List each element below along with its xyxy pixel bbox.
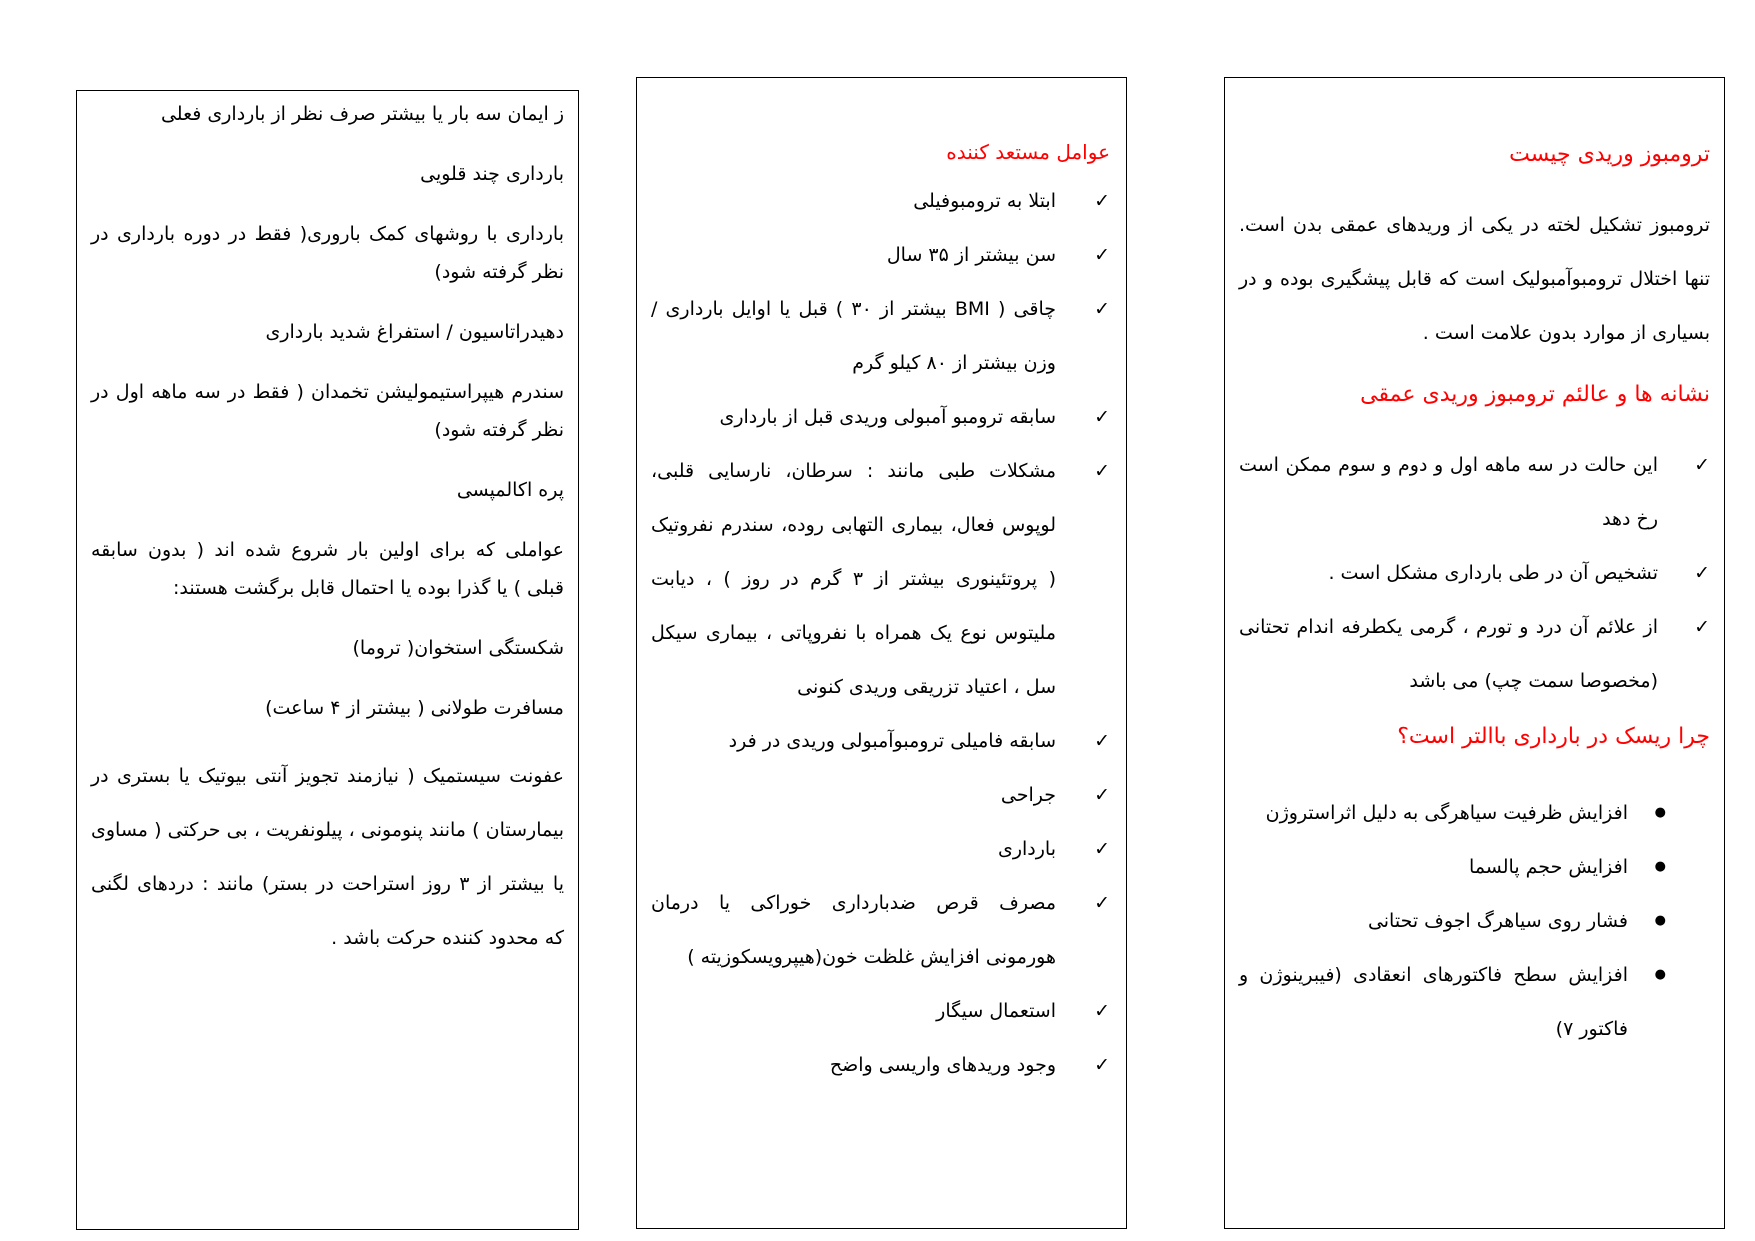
risk-title: چرا ریسک در بارداری باالتر است؟ [1397,724,1710,749]
list-item [1239,894,1710,948]
signs-list [1239,438,1710,708]
factor-text: استعمال سیگار [936,1000,1056,1022]
list-item [651,984,1110,1038]
check-icon: ✓ [1094,190,1110,212]
factor-text: جراحی [1000,784,1056,806]
sign-text: از علائم آن درد و تورم ، گرمی یکطرفه اندام تحتانی (مخصوصا سمت چپ) می باشد [1239,616,1658,692]
list-item [651,1038,1110,1092]
check-icon: ✓ [1094,460,1110,482]
panel-dvt-overview [1224,77,1725,1229]
factor-line: بارداری با روشهای کمک باروری( فقط در دوره بارداری در نظر گرفته شود) [91,223,564,283]
bullet-icon: ● [1654,805,1666,820]
panel-risk-factors [636,77,1127,1229]
panel-additional-factors [76,90,579,1230]
list-item [1239,438,1710,546]
list-item [1239,600,1710,708]
list-item [651,228,1110,282]
factor-line: دهیدراتاسیون / استفراغ شدید بارداری [265,321,564,343]
factor-line: مسافرت طولانی ( بیشتر از ۴ ساعت) [265,697,564,719]
check-icon: ✓ [1694,616,1710,638]
check-icon: ✓ [1094,838,1110,860]
sign-text: این حالت در سه ماهه اول و دوم و سوم ممکن است رخ دهد [1239,454,1658,530]
list-item [651,876,1110,984]
list-item [651,390,1110,444]
list-item [1239,546,1710,600]
check-icon: ✓ [1694,454,1710,476]
check-icon: ✓ [1094,1000,1110,1022]
risk-reason-text: فشار روی سیاهرگ اجوف تحتانی [1367,910,1628,932]
check-icon: ✓ [1094,298,1110,320]
sign-text: تشخیص آن در طی بارداری مشکل است . [1328,562,1658,584]
factor-text: چاقی ( BMI بیشتر از ۳۰ ) قبل یا اوایل بارداری / وزن بیشتر از ۸۰ کیلو گرم [651,298,1056,374]
list-item [651,714,1110,768]
factor-text: ابتلا به ترومبوفیلی [913,190,1056,212]
check-icon: ✓ [1094,406,1110,428]
risk-reason-text: افزایش ظرفیت سیاهرگی به دلیل اثراستروژن [1265,802,1628,824]
bullet-icon: ● [1654,859,1666,874]
factor-line: سندرم هیپراستیمولیشن تخمدان ( فقط در سه ماهه اول در نظر گرفته شود) [91,381,564,441]
factor-line: پره اکالمپسی [456,479,564,501]
risk-factors-list [651,174,1110,1092]
check-icon: ✓ [1094,784,1110,806]
check-icon: ✓ [1094,1054,1110,1076]
panel-2-title: عوامل مستعد کننده [946,140,1110,164]
list-item [1239,786,1710,840]
bullet-icon: ● [1654,967,1666,982]
check-icon: ✓ [1094,244,1110,266]
factor-line: شکستگی استخوان( تروما) [352,637,564,659]
list-item [651,822,1110,876]
list-item [651,768,1110,822]
intro-paragraph: ترومبوز تشکیل لخته در یکی از وریدهای عمقی بدن است. تنها اختلال ترومبوآمبولیک است که قابل پیشگیری بوده و در بسیاری از موارد بدون علامت است . [1239,214,1710,344]
risk-reason-text: افزایش سطح فاکتورهای انعقادی (فیبرینوژن و فاکتور ۷) [1239,964,1628,1040]
factor-line: عواملی که برای اولین بار شروع شده اند ( بدون سابقه قبلی ) یا گذرا بوده یا احتمال قابل برگشت هستند: [91,539,564,599]
factor-text: مصرف قرص ضدبارداری خوراکی یا درمان هورمونی افزایش غلظت خون(هیپرویسکوزیته ) [651,892,1056,968]
list-item [1239,840,1710,894]
risk-reasons-list [1239,786,1710,1056]
check-icon: ✓ [1094,730,1110,752]
check-icon: ✓ [1694,562,1710,584]
factor-line: بارداری چند قلویی [420,163,564,185]
panel-1-title: ترومبوز وریدی چیست [1509,142,1710,167]
factor-text: وجود وریدهای واریسی واضح [829,1054,1056,1076]
list-item [651,174,1110,228]
list-item [651,282,1110,390]
factor-text: بارداری [997,838,1056,860]
factor-text: مشکلات طبی مانند : سرطان، نارسایی قلبی، لوپوس فعال، بیماری التهابی روده، سندرم نفروتیک ( پروتئینوری بیشتر از ۳ گرم در روز ) ، دیابت ملیتوس نوع یک همراه با نفروپاتی ، بیماری سیکل سل ، اعتیاد تزریقی وریدی کنونی [651,460,1056,698]
risk-reason-text: افزایش حجم پالسما [1469,856,1628,878]
factor-line: ز ایمان سه بار یا بیشتر صرف نظر از بارداری فعلی [160,103,564,125]
bullet-icon: ● [1654,913,1666,928]
factor-line: عفونت سیستمیک ( نیازمند تجویز آنتی بیوتیک یا بستری در بیمارستان ) مانند پنومونی ، پیلونفریت ، بی حرکتی ( مساوی یا بیشتر از ۳ روز استراحت در بستر) مانند : دردهای لگنی که محدود کننده حرکت باشد . [91,765,565,949]
list-item [651,444,1110,714]
list-item [1239,948,1710,1056]
factor-text: سن بیشتر از ۳۵ سال [886,244,1056,266]
factor-text: سابقه ترومبو آمبولی وریدی قبل از بارداری [719,406,1056,428]
signs-title: نشانه ها و عالئم ترومبوز وریدی عمقی [1360,382,1710,407]
check-icon: ✓ [1094,892,1110,914]
factor-text: سابقه فامیلی ترومبوآمبولی وریدی در فرد [728,730,1056,752]
